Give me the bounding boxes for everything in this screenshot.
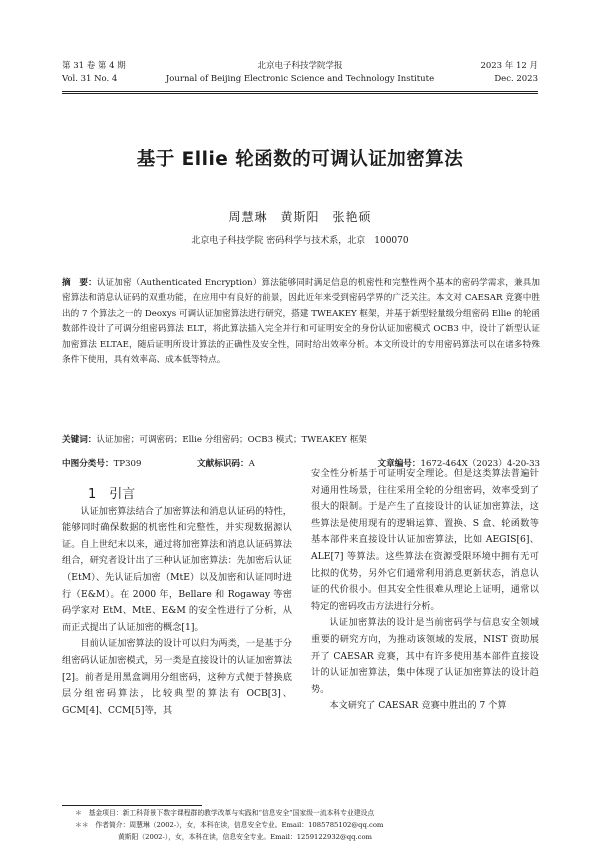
journal-name [62, 60, 538, 86]
volume-cn: 第 31 卷 第 4 期 [62, 61, 126, 71]
volume-en: Vol. 31 No. 4 [62, 74, 118, 84]
abstract-text: 认证加密（Authenticated Encryption）算法能够同时满足信息的机密性和完整性两个基本的密码学需求，兼具加密算法和消息认证码的双重功能，在应用中有良好的前景，因此近年来受到密码学界的广泛关注。本文对 CAESAR 竞赛中胜出的 7 个算法之一的 Deoxys 可调认证加密算法进行研究，搭建 TWEAKEY 框架，并基于新型轻量级分组密码 Ellie 的轮函数部件设计了可调分组密码算法 ELT，将此算法插入完全并行和可证明安全的身份认证加密模式 OCB3 中，设计了新型认证加密算法 ELTAE，随后证明所设计算法的正确性及安全性，同时给出效率分析。本文所设计的专用密码算法可以在诸多特殊条件下使用，具有效率高、成本低等特点。 [62, 278, 540, 366]
issue-date [480, 60, 538, 86]
keywords-text: 认证加密；可调密码；Ellie 分组密码；OCB3 模式；TWEAKEY 框架 [96, 435, 367, 445]
body-column-right [311, 466, 539, 715]
issue-date-cn: 2023 年 12 月 [480, 61, 538, 71]
header-rule-bottom [62, 93, 538, 94]
body-paragraph: 安全性分析基于可证明安全理论。但是这类算法普遍针对通用性场景，往往采用全轮的分组密码，效率受到了很大的限制。于是产生了直接设计的认证加密算法，这些算法是使用现有的逻辑运算、置换、S 盒、轮函数等基本部件来直接设计认证加密算法，比如 AEGIS[6]、ALE[7] 等算法。这些算法在资源受限环境中拥有无可比拟的优势，另外它们通常利用消息更新状态，消息认证的代价很小。但其安全性很难从理论上证明，通常以特定的密码攻击方法进行分析。 [311, 468, 539, 612]
abstract [62, 276, 540, 368]
running-header [62, 60, 538, 90]
section-heading: 1 引言 [88, 487, 136, 502]
abstract-label: 摘 要： [62, 278, 97, 288]
keywords [62, 433, 540, 445]
footnote-rule [62, 805, 202, 806]
journal-name-cn: 北京电子科技学院学报 [257, 61, 343, 71]
body-paragraph: 认证加密算法结合了加密算法和消息认证码的特性，能够同时确保数据的机密性和完整性，并实现数据源认证。自上世纪末以来，通过将加密算法和消息认证码算法组合，研究者设计出了三种认证加密算法：先加密后认证（EtM）、先认证后加密（MtE）以及加密和认证同时进行（E&M）。在 2000 年，Bellare 和 Rogaway 等密码学家对 EtM、MtE、E&M 的安全性进行了分析，从而正式提出了认证加密的概念[1]。 [62, 505, 292, 633]
document-code: 文献标识码：A [197, 459, 255, 469]
affiliation: 北京电子科技学院 密码科学与技术系，北京 100070 [191, 236, 409, 246]
body-paragraph: 认证加密算法的设计是当前密码学与信息安全领域重要的研究方向，为推动该领域的发展，NIST 资助展开了 CAESAR 竞赛，其中有许多使用基本部件直接设计的认证加密算法，集中体现了认证加密算法的设计趋势。 [311, 617, 539, 695]
issue-date-en: Dec. 2023 [494, 74, 538, 84]
author-list: 周慧琳 黄斯阳 张艳硕 [228, 210, 372, 224]
footnote-author: ＊＊ 作者简介：周慧琳（2002-），女，本科在读，信息安全专业。Email：1085785102@qq.com [75, 821, 384, 829]
body-paragraph: 本文研究了 CAESAR 竞赛中胜出的 7 个算 [329, 700, 507, 712]
body-column-left [62, 487, 292, 719]
footnote-author: 黄斯阳（2002-），女，本科在读，信息安全专业。Email：1259122932@qq.com [118, 833, 372, 841]
body-paragraph: 目前认证加密算法的设计可以归为两类，一是基于分组密码认证加密模式，另一类是直接设计的认证加密算法[2]。前者是用黑盒调用分组密码，这种方式便于替换底层分组密码算法，比较典型的算法有 OCB[3]、GCM[4]、CCM[5]等，其 [62, 638, 292, 716]
article-number: 文章编号：1672-464X（2023）4-20-33 [377, 459, 540, 469]
footnote-fund: ＊ 基金项目：新工科背景下数字课程群的教学改革与实践和“信息安全”国家级一流本科专业建设点 [75, 809, 375, 817]
journal-name-en: Journal of Beijing Electronic Science and Technology Institute [165, 74, 435, 84]
keywords-label: 关键词： [62, 435, 97, 445]
clc-number: 中图分类号：TP309 [62, 459, 142, 469]
header-rule-top [62, 91, 538, 92]
paper-title: 基于 Ellie 轮函数的可调认证加密算法 [136, 149, 464, 170]
